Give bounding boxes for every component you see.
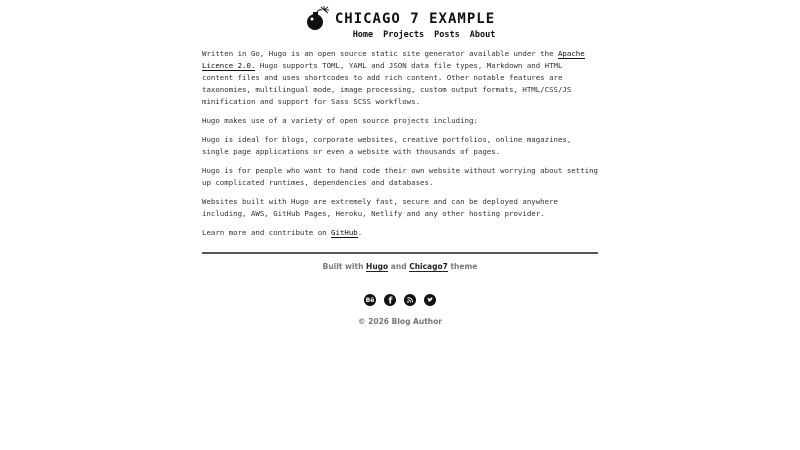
paragraph-projects: Hugo makes use of a variety of open source projects including: — [202, 116, 478, 125]
svg-text:f: f — [388, 296, 393, 306]
chicago7-theme-link[interactable]: Chicago7 — [409, 262, 448, 271]
main-nav — [0, 30, 800, 40]
paragraph-intro-text-b: Hugo supports TOML, YAML and JSON data file types, Markdown and HTML content files and uses shortcodes to add rich content. Other notable features are taxonomies, multilingual mode, image processing, custom output formats, HTML/CSS/JS minification and support for Sass SCSS workflows. — [202, 61, 572, 106]
social-links — [0, 291, 800, 306]
apache-licence-link[interactable]: Apache Licence 2.0. — [202, 49, 585, 70]
copyright: © 2026 Blog Author — [358, 317, 442, 326]
nav-posts[interactable]: Posts — [434, 30, 460, 40]
github-link[interactable]: GitHub — [331, 228, 358, 237]
site-header — [0, 6, 800, 40]
paragraph-ideal: Hugo is ideal for blogs, corporate websites, creative portfolios, online magazines, single page applications or even a website with thousands of pages. — [202, 135, 572, 156]
behance-icon[interactable] — [364, 291, 376, 303]
main-content — [202, 48, 598, 246]
bomb-icon[interactable] — [305, 6, 331, 32]
nav-home[interactable]: Home — [352, 30, 374, 40]
svg-text:Bē: Bē — [365, 297, 375, 305]
twitter-icon[interactable] — [424, 291, 436, 303]
rss-icon[interactable] — [404, 291, 416, 303]
footer-divider — [202, 252, 598, 254]
nav-about[interactable]: About — [469, 30, 496, 40]
paragraph-intro — [202, 48, 598, 108]
hugo-link[interactable]: Hugo — [366, 262, 389, 271]
built-with-and: and — [388, 262, 410, 271]
paragraph-intro-text-a: Written in Go, Hugo is an open source static site generator available under the — [202, 49, 558, 58]
facebook-icon[interactable] — [384, 291, 396, 306]
built-with-theme: theme — [447, 262, 478, 271]
learn-more-text: Learn more and contribute on — [202, 228, 332, 237]
site-title-link[interactable]: CHICAGO 7 EXAMPLE — [334, 11, 496, 27]
built-with-line — [0, 262, 800, 271]
built-with-text: Built with — [322, 262, 367, 271]
learn-more-period: . — [357, 228, 363, 237]
nav-projects[interactable]: Projects — [383, 30, 425, 40]
paragraph-hand-code: Hugo is for people who want to hand code their own website without worrying about setting up complicated runtimes, dependencies and databases. — [202, 166, 599, 187]
title-row — [305, 6, 495, 32]
paragraph-fast: Websites built with Hugo are extremely fast, secure and can be deployed anywhere including, AWS, GitHub Pages, Heroku, Netlify and any other hosting provider. — [202, 197, 558, 218]
paragraph-learn-more — [202, 227, 598, 239]
